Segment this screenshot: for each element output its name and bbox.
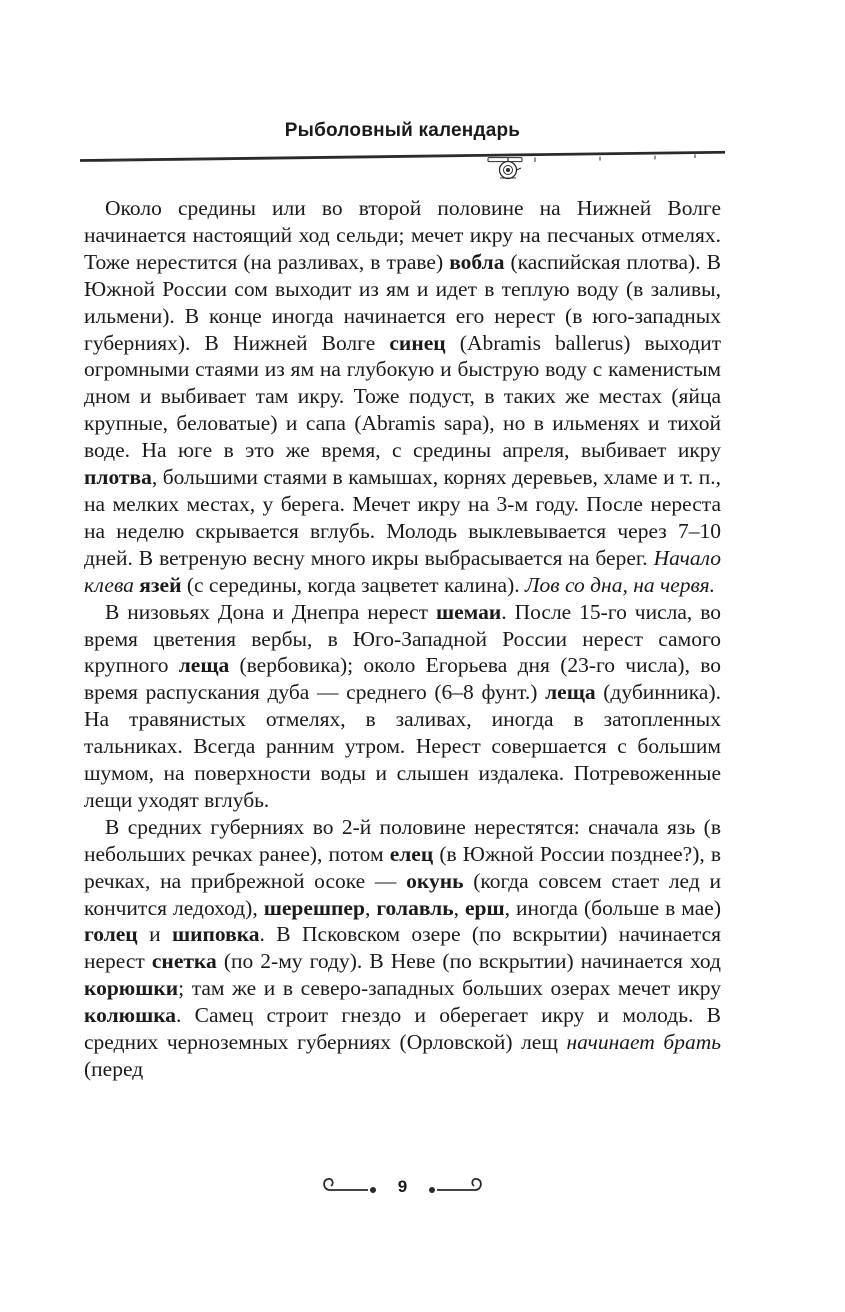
paragraph-2: В низовьях Дона и Днепра нерест шемаи. После 15-го числа, во время цветения вербы, в Юго-Западной России нерест самого крупного леща (вербовика); около Егорьева дня (23-го числа), во время распускания дуба — среднего (6–8 фунт.) леща (дубинника). На травянистых отмелях, в заливах, иногда в затопленных тальниках. Всегда ранним утром. Нерест совершается с большим шумом, на поверхности воды и слышен издалека. Потревоженные лещи уходят вглубь. — [84, 599, 721, 812]
bold-term: голец — [84, 922, 138, 947]
bold-term: вобла — [449, 249, 505, 274]
italic-note: Лов со дна, на червя. — [525, 572, 715, 597]
bold-term: леща — [545, 680, 596, 705]
page-number: 9 — [397, 1177, 408, 1196]
fishing-rod-divider-icon — [80, 148, 725, 188]
italic-note: Начало клева — [84, 545, 721, 597]
bold-term: снетка — [151, 949, 217, 974]
bold-term: голавль — [376, 895, 454, 920]
fish-hook-right-icon — [427, 1176, 485, 1200]
paragraph-1: Около средины или во второй половине на Нижней Волге начинается настоящий ход сельди; мечет икру на песчаных отмелях. Тоже нерестится (на разливах, в траве) вобла (каспийская плотва). В Южной России сом выходит из ям и идет в теплую воду (в заливы, ильмени). В конце иногда начинается его нерест (в юго-западных губерниях). В Нижней Волге синец (Abramis ballerus) выходит огромными стаями из ям на глубокую и быструю воду с каменистым дном и выбивает там икру. Тоже подуст, в таких же местах (яйца крупные, беловатые) и сапа (Abramis sapa), но в ильменях и тихой воде. На юге в это же время, с средины апреля, выбивает икру плотва, большими стаями в камышах, корнях деревьев, хламе и т. п., на мелких местах, у берега. Мечет икру на 3-м году. После нереста на неделю скрывается вглубь. Молодь выклевывается через 7–10 дней. В ветреную весну много икры выбрасывается на берег. Начало клева язей (с середины, когда зацветет калина). Лов со дна, на червя. — [84, 196, 721, 597]
bold-term: леща — [178, 653, 230, 678]
paragraph-3: В средних губерниях во 2-й половине нерестятся: сначала язь (в небольших речках ранее), потом елец (в Южной России позднее?), в речках, на прибрежной осоке — окунь (когда совсем стает лед и кончится ледоход), шерешпер, голавль, ерш, иногда (больше в мае) голец и шиповка. В Псковском озере (по вскрытии) начинается нерест снетка (по 2-му году). В Неве (по вскрытии) начинается ход корюшки; там же и в северо-западных больших озерах мечет икру колюшка. Самец строит гнездо и оберегает икру и молодь. В средних черноземных губерниях (Орловской) лещ начинает брать (перед — [84, 814, 722, 1081]
body-text — [84, 195, 721, 1083]
bold-term: елец — [389, 841, 434, 866]
bold-term: шерешпер — [263, 895, 365, 920]
bold-term: язей — [139, 572, 182, 597]
bold-term: шемаи — [435, 599, 502, 624]
running-title: Рыболовный календарь — [284, 120, 521, 141]
bold-term: синец — [389, 330, 446, 355]
bold-term: шиповка — [171, 922, 260, 947]
bold-term: ерш — [464, 895, 505, 920]
bold-term: окунь — [406, 868, 464, 893]
bold-term: корюшки — [84, 976, 179, 1001]
bold-term: плотва — [84, 465, 152, 490]
bold-term: колюшка — [84, 1003, 177, 1028]
italic-note: начинает брать — [566, 1030, 721, 1055]
page-footer — [320, 1170, 485, 1204]
